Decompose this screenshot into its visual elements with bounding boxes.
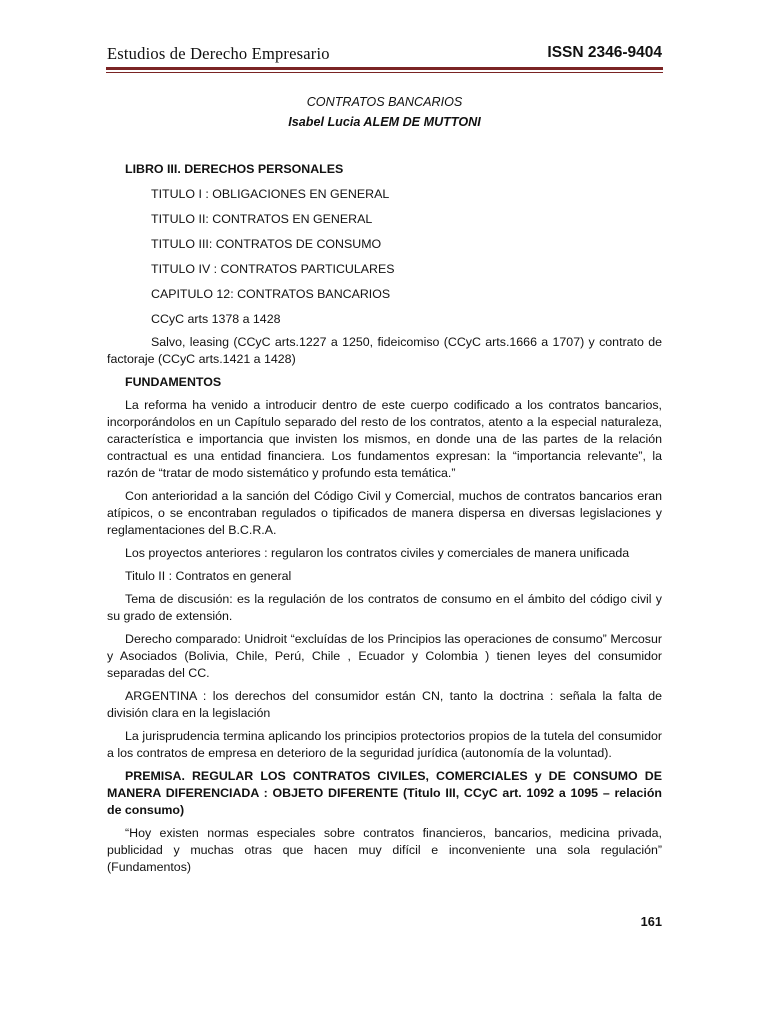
header-rule-thick [106,67,663,70]
outline-item: TITULO III: CONTRATOS DE CONSUMO [151,237,382,251]
paragraph-salvo: Salvo, leasing (CCyC arts.1227 a 1250, fideicomiso (CCyC arts.1666 a 1707) y contrato de factoraje (CCyC arts.1421 a 1428) [107,335,662,366]
page-number: 161 [640,914,662,929]
paragraph-reforma: La reforma ha venido a introducir dentro de este cuerpo codificado a los contratos bancarios, incorporándolos en un Capítulo separado del resto de los contratos, atento a la especial naturaleza, característica e importancia que invisten los mismos, en donde una de las partes de la relación contractual es una entidad financiera. Los fundamentos expresan: la “importancia relevante”, la razón de “tratar de modo sistemático y profundo esta temática.” [107,398,662,480]
issn-number: ISSN 2346-9404 [547,44,662,61]
paragraph-jurisprudencia: La jurisprudencia termina aplicando los principios protectorios propios de la tutela del consumidor a los contratos de empresa en deterioro de la seguridad jurídica (autonomía de la voluntad). [107,729,662,760]
outline-item: TITULO IV : CONTRATOS PARTICULARES [151,262,395,276]
paragraph-derecho-comparado: Derecho comparado: Unidroit “excluídas de los Principios las operaciones de consumo” Mercosur y Asociados (Bolivia, Chile, Perú, Chile , Ecuador y Colombia ) tienen leyes del consumidor separadas del CC. [107,632,662,680]
outline-item: CAPITULO 12: CONTRATOS BANCARIOS [151,287,391,301]
paragraph-proyectos: Los proyectos anteriores : regularon los contratos civiles y comerciales de manera unificada [125,546,630,560]
article-title: CONTRATOS BANCARIOS [306,95,463,109]
paragraph-argentina: ARGENTINA : los derechos del consumidor están CN, tanto la doctrina : señala la falta de división clara en la legislación [107,689,662,720]
paragraph-titulo-ii: Titulo II : Contratos en general [125,569,292,583]
article-author: Isabel Lucia ALEM DE MUTTONI [288,115,481,129]
outline-libro: LIBRO III. DERECHOS PERSONALES [125,162,344,176]
paragraph-tema: Tema de discusión: es la regulación de los contratos de consumo en el ámbito del código civil y su grado de extensión. [107,592,662,623]
paragraph-anterioridad: Con anterioridad a la sanción del Código Civil y Comercial, muchos de contratos bancarios eran atípicos, o se encontraban regulados o tipificados de manera dispersa en diversas legislaciones y reglamentaciones del B.C.R.A. [107,489,662,537]
paragraph-premisa: PREMISA. REGULAR LOS CONTRATOS CIVILES, COMERCIALES y DE CONSUMO DE MANERA DIFERENCIADA : OBJETO DIFERENTE (Titulo III, CCyC art. 1092 a 1095 – relación de consumo) [107,769,662,817]
outline-item: CCyC arts 1378 a 1428 [151,312,281,326]
outline-item: TITULO II: CONTRATOS EN GENERAL [151,212,373,226]
header-rule-thin [106,72,663,73]
outline-item: TITULO I : OBLIGACIONES EN GENERAL [151,187,390,201]
document-body [107,92,662,876]
running-header [107,44,662,66]
paragraph-hoy: “Hoy existen normas especiales sobre contratos financieros, bancarios, medicina privada, publicidad y muchas otras que hacen muy difícil e inconveniente una sola regulación” (Fundamentos) [107,826,662,874]
journal-title: Estudios de Derecho Empresario [107,44,330,63]
heading-fundamentos: FUNDAMENTOS [125,375,222,389]
